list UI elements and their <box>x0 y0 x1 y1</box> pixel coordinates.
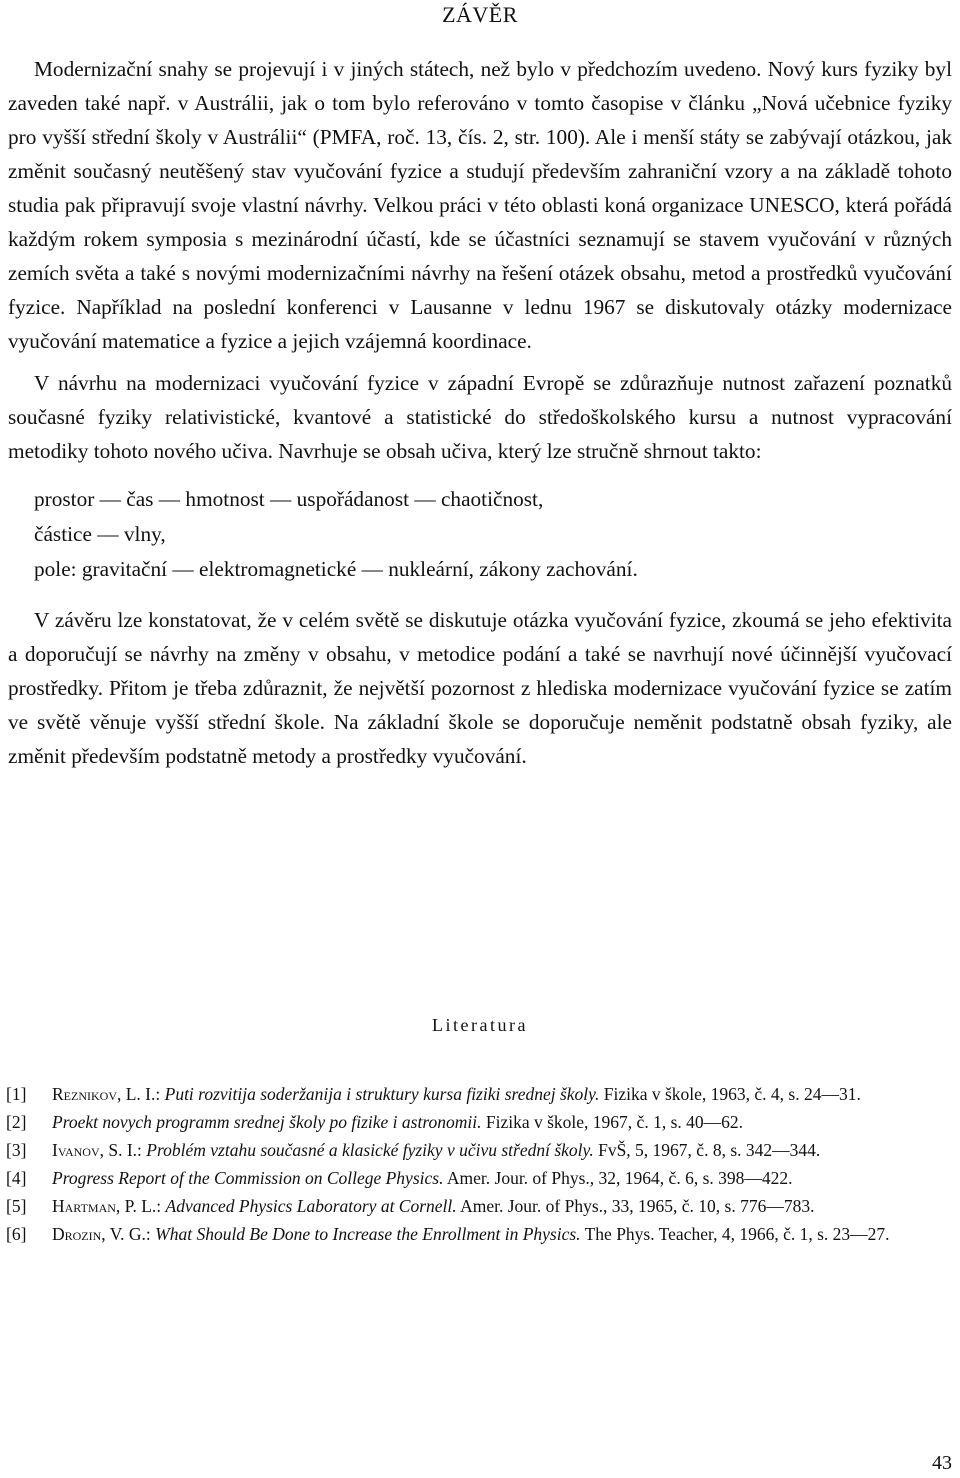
reference-source: FvŠ, 5, 1967, č. 8, s. 342—344. <box>598 1140 821 1160</box>
reference-author: Drozin, V. G.: <box>52 1224 151 1244</box>
reference-number: [1] <box>6 1084 27 1104</box>
reference-source: The Phys. Teacher, 4, 1966, č. 1, s. 23—27. <box>584 1224 890 1244</box>
paragraph-3: V závěru lze konstatovat, že v celém světě se diskutuje otázka vyučování fyzice, zkoumá se jeho efektivita a doporučují se návrhy na změny v obsahu, v metodice podání a také se navrhují nové účinnější vyučovací prostředky. Přitom je třeba zdůraznit, že největší pozornost z hlediska modernizace vyučování fyzice se zatím ve světě věnuje vyšší střední škole. Na základní škole se doporučuje neměnit podstatně obsah fyziky, ale změnit především podstatně metody a prostředky vyučování. <box>8 608 952 768</box>
reference-title: Progress Report of the Commission on College Physics. <box>52 1168 444 1188</box>
term-line: prostor — čas — hmotnost — uspořádanost — chaotičnost, <box>34 487 544 511</box>
reference-source: Fizika v škole, 1967, č. 1, s. 40—62. <box>485 1112 744 1132</box>
reference-source: Amer. Jour. of Phys., 33, 1965, č. 10, s. 776—783. <box>460 1196 815 1216</box>
literature-heading: Literatura <box>432 1015 528 1035</box>
page-number: 43 <box>932 1452 952 1474</box>
reference-number: [5] <box>6 1196 27 1216</box>
paragraph-1: Modernizační snahy se projevují i v jiných státech, než bylo v předchozím uvedeno. Nový kurs fyziky byl zaveden také např. v Austrálii, jak o tom bylo referováno v tomto časopise v článku „Nová učebnice fyziky pro vyšší střední školy v Austrálii“ (PMFA, roč. 13, čís. 2, str. 100). Ale i menší státy se zabývají otázkou, jak změnit současný neutěšený stav vyučování fyzice a studují především zahraniční vzory a na základě tohoto studia pak připravují svoje vlastní návrhy. Velkou práci v této oblasti koná organizace UNESCO, která pořádá každým rokem symposia s mezinárodní účastí, kde se účastníci seznamují se stavem vyučování v různých zemích světa a také s novými modernizačními návrhy na řešení otázek obsahu, metod a prostředků vyučování fyzice. Například na poslední konferenci v Lausanne v lednu 1967 se diskutovaly otázky modernizace vyučování matematice a fyzice a jejich vzájemná koordinace. <box>8 57 952 353</box>
reference-author: Hartman, P. L.: <box>52 1196 162 1216</box>
reference-list <box>6 1081 950 1249</box>
reference-title: What Should Be Done to Increase the Enrollment in Physics. <box>155 1224 581 1244</box>
reference-source: Fizika v škole, 1963, č. 4, s. 24—31. <box>603 1084 861 1104</box>
reference-number: [6] <box>6 1224 27 1244</box>
reference-item <box>6 1193 950 1219</box>
term-line: částice — vlny, <box>34 522 166 546</box>
paragraph-2: V návrhu na modernizaci vyučování fyzice v západní Evropě se zdůrazňuje nutnost zařazení poznatků současné fyziky relativistické, kvantové a statistické do středoškolského kursu a nutnost vypracování metodiky tohoto nového učiva. Navrhuje se obsah učiva, který lze stručně shrnout takto: <box>8 371 952 463</box>
term-line: pole: gravitační — elektromagnetické — nukleární, zákony zachování. <box>34 557 638 581</box>
reference-title: Puti rozvitija soderžanija i struktury kursa fiziki srednej školy. <box>164 1084 600 1104</box>
reference-number: [4] <box>6 1168 27 1188</box>
reference-author: Reznikov, L. I.: <box>52 1084 161 1104</box>
reference-source: Amer. Jour. of Phys., 32, 1964, č. 6, s. 398—422. <box>446 1168 793 1188</box>
reference-item <box>6 1165 950 1191</box>
reference-item <box>6 1137 950 1163</box>
reference-number: [3] <box>6 1140 27 1160</box>
reference-item <box>6 1221 950 1247</box>
body-text <box>8 52 952 773</box>
reference-title: Problém vztahu současné a klasické fyziky v učivu střední školy. <box>146 1140 594 1160</box>
reference-title: Advanced Physics Laboratory at Cornell. <box>165 1196 457 1216</box>
term-list <box>34 482 952 587</box>
reference-title: Proekt novych programm srednej školy po fizike i astronomii. <box>52 1112 482 1132</box>
reference-author: Ivanov, S. I.: <box>52 1140 142 1160</box>
reference-number: [2] <box>6 1112 27 1132</box>
reference-item <box>6 1109 950 1135</box>
reference-item <box>6 1081 950 1107</box>
section-title: ZÁVĚR <box>442 2 518 27</box>
